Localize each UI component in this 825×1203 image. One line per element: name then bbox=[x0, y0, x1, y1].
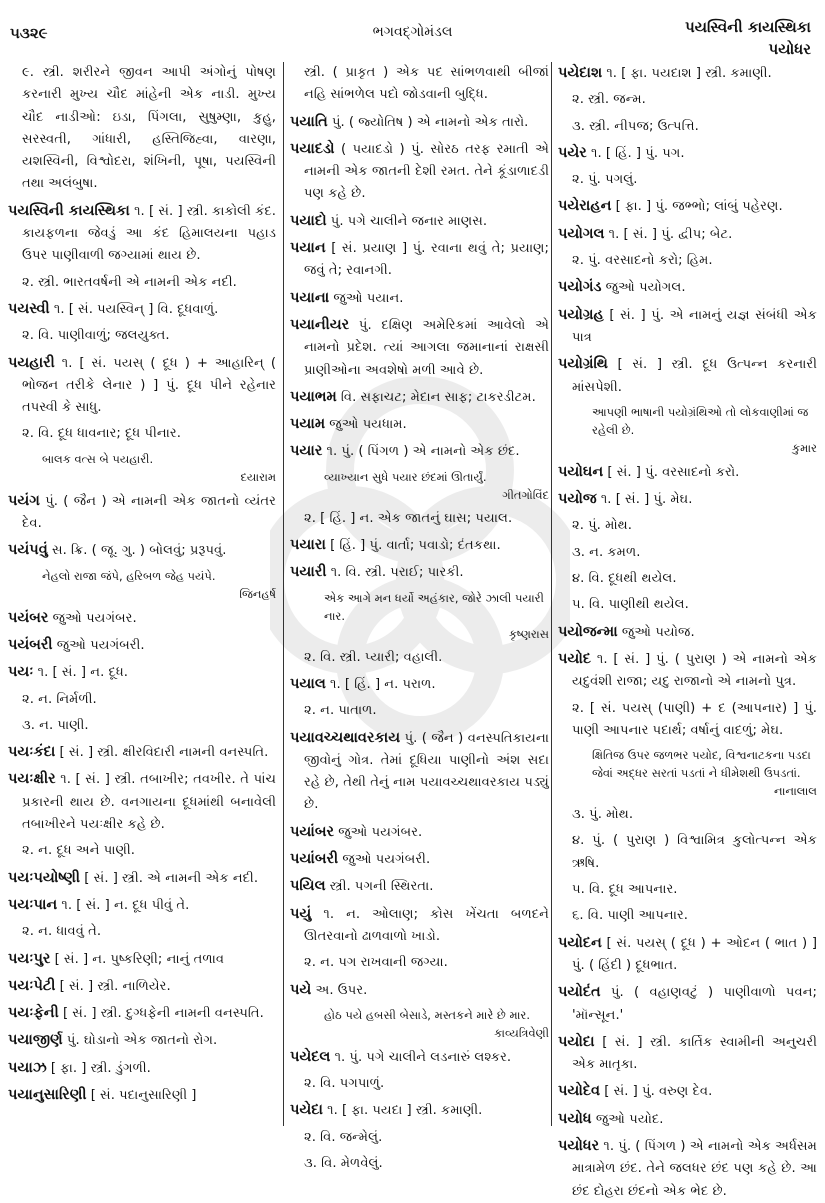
headword: પયંપવું bbox=[8, 542, 48, 559]
dictionary-entry bbox=[558, 1135, 817, 1203]
dictionary-entry bbox=[8, 490, 276, 536]
definition: ૧. [ સં. ] ન. દૂધ પીવું તે. bbox=[61, 897, 190, 913]
dictionary-entry bbox=[8, 352, 276, 420]
headword: પયઃકંદા bbox=[8, 744, 56, 761]
headword: પયાર bbox=[290, 443, 323, 460]
sense-definition: ૩. પું. મોથ. bbox=[572, 807, 634, 823]
definition: પું. ( વહાણવટું ) પાણીવાળો પવન; 'મૉન્સૂન.' bbox=[572, 985, 817, 1023]
sense-definition: ૩. ન. પાણી. bbox=[22, 717, 89, 733]
sense-definition: ૫. વિ. પાણીથી થયેલ. bbox=[572, 597, 689, 613]
definition: [ સં. ] સ્ત્રી. કાર્તિક સ્વામીની અનુચરી એક માતૃકા. bbox=[572, 1034, 817, 1073]
sense-definition: ૨. ન. પગ રાખવાની જગ્યા. bbox=[304, 955, 448, 971]
quote-source: કૃષ્ણરાસ bbox=[508, 626, 549, 641]
headword: પયોગ્રંથિ bbox=[558, 356, 608, 373]
headword: પયાન bbox=[290, 240, 326, 257]
dictionary-entry bbox=[558, 981, 817, 1027]
definition: ૧. [ હિં. ] પું. પગ. bbox=[591, 145, 685, 161]
headword: પયેર bbox=[558, 144, 587, 161]
definition: ૧. [ હિં. ] ન. પરાળ. bbox=[330, 676, 436, 692]
definition: ૧. [ સં. ] સ્ત્રી. તબાખીર; તવખીર. તે પાંચ પ્રકારની થાય છે. વનગાયના દૂધમાંથી બનાવેલી તબાખીરને પયઃક્ષીર કહે છે. bbox=[22, 772, 277, 833]
dictionary-entry bbox=[558, 932, 817, 978]
headword: પયાના bbox=[290, 289, 330, 306]
headword: પયઃપાન bbox=[8, 896, 58, 913]
sense-definition: ૪. વિ. દૂધથી થયેલ. bbox=[572, 571, 677, 587]
dictionary-entry bbox=[8, 634, 276, 657]
sense-definition: ૪. પું. ( પુરાણ ) વિશ્વામિત્ર કુલોત્પન્ન એક ઋષિ. bbox=[572, 833, 817, 871]
definition: ૧. [ સં. પયસ્વિન્ ] વિ. દૂધવાળું. bbox=[53, 301, 219, 317]
definition: [ સં. ] પું. વરસાદનો કરો. bbox=[607, 464, 740, 480]
sense-definition: ૨. વિ. જન્મેલું. bbox=[304, 1129, 383, 1145]
citation-quote bbox=[8, 567, 276, 603]
dictionary-entry bbox=[290, 534, 549, 557]
sense-definition: ૫. વિ. દૂધ આપનાર. bbox=[572, 882, 678, 898]
dictionary-entry bbox=[290, 440, 549, 463]
dictionary-entry bbox=[558, 648, 817, 694]
dictionary-entry bbox=[558, 488, 817, 511]
headword: પયિલ bbox=[290, 878, 326, 895]
quote-source: ગીતગોવિંદ bbox=[502, 487, 549, 502]
dictionary-entry bbox=[558, 1031, 817, 1077]
headword: પયોદ bbox=[558, 650, 592, 667]
dictionary-entry bbox=[558, 1080, 817, 1103]
headword: પયેરાહન bbox=[558, 198, 612, 215]
dictionary-entry bbox=[290, 287, 549, 310]
dictionary-entry bbox=[8, 1002, 276, 1025]
dictionary-entry bbox=[290, 314, 549, 382]
quote-text: વ્યાખ્યાન સુધે પયાર છંદમાં ઊતાર્યું. bbox=[324, 469, 487, 484]
quote-text: નેહલો રાજા જંપે, હરિબળ જેહ પયંપે. bbox=[42, 568, 216, 583]
definition: પું. ( જૈન ) વનસ્પતિકાયના જીવોનું ગોત્ર. તેમાં દૂધિયા પાણીનો અંશ સદા રહે છે, તેથી તેનું નામ પયાવચ્ચથાવરકાય પડ્યું છે. bbox=[304, 730, 549, 813]
dictionary-entry bbox=[290, 848, 549, 871]
headword: પયાવચ્ચથાવરકાય bbox=[290, 729, 401, 746]
definition: ૧. [ સં. ] પું. મેઘ. bbox=[600, 492, 693, 508]
definition: અ. ઉપર. bbox=[315, 982, 368, 998]
sense-definition: ૨. વિ. સ્ત્રી. પ્યારી; વહાલી. bbox=[304, 649, 443, 665]
dictionary-entry bbox=[290, 821, 549, 844]
sense-definition: ૨. ન. ધાવવું તે. bbox=[22, 924, 102, 940]
definition: ૧. [ સં. ] સ્ત્રી. કાકોલી કંદ. કાયફળના જેવડું આ કંદ હિમાલયના પહાડ ઉપર પાણીવાળી જગ્યામાં થાય છે. bbox=[22, 203, 276, 264]
headword: પયારા bbox=[290, 537, 326, 554]
dictionary-entry bbox=[8, 298, 276, 321]
definition: [ સં. ] સ્ત્રી. દૂધ ઉત્પન્ન કરનારી માંસપેશી. bbox=[572, 357, 817, 395]
headword: પયામ bbox=[290, 416, 326, 433]
definition: જુઓ પયાન. bbox=[333, 290, 404, 306]
citation-quote bbox=[290, 589, 549, 643]
headword: પયું bbox=[290, 905, 312, 922]
sense-definition: ૨. સ્ત્રી. ભારતવર્ષની એ નામની એક નદી. bbox=[22, 274, 237, 290]
headword: પયોગ્રહ bbox=[558, 306, 604, 323]
headword: પયોગંડ bbox=[558, 279, 602, 296]
dictionary-entry bbox=[290, 111, 549, 134]
headword: પયાનીયર bbox=[290, 316, 350, 333]
headword: પયઃ bbox=[8, 664, 34, 681]
dictionary-entry bbox=[8, 975, 276, 998]
quote-text: ક્ષિતિજ ઉપર જળભર પયોદ, વિશ્વનાટકના પડદા જેવાં અદ્ધર સરતાં પડતાં ને ધીમેશથી ઉપડતાં. bbox=[592, 748, 811, 781]
column-1 bbox=[8, 62, 276, 1126]
dictionary-entry bbox=[8, 741, 276, 764]
headword: પયોદંત bbox=[558, 984, 601, 1001]
definition: ૧. [ ફા. પયદાશ ] સ્ત્રી. કમાણી. bbox=[606, 66, 772, 81]
book-title: ભગવદ્ગોમંડલ bbox=[372, 24, 453, 40]
citation-quote bbox=[290, 468, 549, 504]
page-number: ૫૩૨૯ bbox=[10, 24, 48, 42]
headword: પયારી bbox=[290, 564, 327, 581]
sense-definition: ૨. ન. પાતાળ. bbox=[304, 703, 377, 719]
continued-definition: સ્ત્રી. ( પ્રાકૃત ) એક પદ સાંભળવાથી બીજાં નહિ સાંભળેલ પદો જોડવાની બુદ્ધિ. bbox=[304, 65, 549, 103]
headword: પયંબરી bbox=[8, 636, 53, 653]
definition: [ સં. ] ન. પુષ્કરિણી; નાનું તળાવ bbox=[54, 951, 225, 967]
headword: પયાલ bbox=[290, 675, 326, 692]
headword: પયાદડો bbox=[290, 140, 335, 157]
sense-definition: ૬. વિ. પાણી આપનાર. bbox=[572, 908, 688, 924]
dictionary-entry bbox=[290, 561, 549, 584]
dictionary-entry bbox=[290, 673, 549, 696]
dictionary-entry bbox=[558, 195, 817, 218]
dictionary-entry bbox=[290, 210, 549, 233]
headword: પયંગ bbox=[8, 492, 40, 509]
dictionary-entry bbox=[290, 903, 549, 949]
dictionary-entry bbox=[290, 386, 549, 409]
definition: [ સં. ] પું. એ નામનું યજ્ઞ સંબંધી એક પાત્ર bbox=[572, 307, 817, 345]
definition: ૧. પું. પગે ચાલીને લડનારું લશ્કર. bbox=[334, 1049, 512, 1065]
dictionary-entry bbox=[558, 304, 817, 350]
sense-definition: ૨. [ હિં. ] ન. એક જાતનું ઘાસ; પયાલ. bbox=[304, 510, 513, 526]
quote-source: કાવ્યત્રિવેણી bbox=[494, 1025, 549, 1040]
definition: પું. ( જૈન ) એ નામની એક જાતનો વ્યંતર દેવ. bbox=[22, 493, 276, 532]
sense-definition: ૨. વિ. પગપાળું. bbox=[304, 1076, 385, 1092]
definition: સ. ક્રિ. ( જૂ. ગુ. ) બોલવું; પ્રરૂપવું. bbox=[51, 543, 227, 559]
headword: પયહારી bbox=[8, 354, 55, 371]
definition: ૧. વિ. સ્ત્રી. પરાઈ; પારકી. bbox=[330, 565, 464, 581]
sense-definition: ૨. વિ. દૂધ ધાવનાર; દૂધ પીનાર. bbox=[22, 426, 181, 442]
sense-definition: ૨. પું. મોથ. bbox=[572, 518, 632, 534]
headword: પયોગલ bbox=[558, 225, 605, 242]
sense-definition: ૨. [ સં. પયસ્ (પાણી) + દ (આપનાર) ] પું. પાણી આપનાર પદાર્થ; વર્ષાનું વાદળું; મેઘ. bbox=[572, 700, 817, 738]
dictionary-entry bbox=[8, 607, 276, 630]
definition: પું. ( જ્યોતિષ ) એ નામનો એક તારો. bbox=[331, 114, 529, 130]
headword: પયાંબર bbox=[290, 823, 334, 840]
headword: પયઃપયોષ્ણી bbox=[8, 869, 81, 886]
dictionary-entry bbox=[8, 948, 276, 971]
headword: પયાનુસારિણી bbox=[8, 1086, 87, 1103]
dictionary-entry bbox=[558, 276, 817, 299]
definition: [ સં. ] સ્ત્રી. નાળિયેર. bbox=[59, 978, 171, 994]
quote-text: આપણી ભાષાની પયોગ્રંથિઓ તો લોકવાણીમાં જ રહેલી છે. bbox=[592, 404, 809, 437]
definition: ૧. પું. ( પિંગળ ) એ નામનો એક છંદ. bbox=[326, 444, 520, 460]
definition: જુઓ પયોજ. bbox=[621, 624, 695, 640]
definition: ૧. [ સં. ] ન. દૂધ. bbox=[37, 665, 128, 681]
headword: પયાજીર્ણ bbox=[8, 1032, 63, 1049]
citation-quote bbox=[8, 450, 276, 486]
sense-definition: ૨. સ્ત્રી. જન્મ. bbox=[572, 92, 646, 108]
definition: પું. ઘોડાનો એક જાતનો રોગ. bbox=[66, 1033, 218, 1049]
headword: પયંબર bbox=[8, 609, 49, 626]
headword: પયઃફેની bbox=[8, 1005, 59, 1022]
sense-definition: ૨. ન. નિર્મળી. bbox=[22, 691, 97, 707]
headword: પયોદા bbox=[558, 1033, 595, 1050]
sense-definition: ૩. ન. કમળ. bbox=[572, 544, 641, 560]
definition: [ સં. ] પું. વરુણ દેવ. bbox=[604, 1084, 713, 1100]
guide-words bbox=[685, 16, 811, 60]
dictionary-entry bbox=[558, 461, 817, 484]
dictionary-entry bbox=[290, 875, 549, 898]
headword: પયઃપેટી bbox=[8, 977, 56, 994]
dictionary-entry bbox=[8, 539, 276, 562]
definition: જુઓ પયોદ. bbox=[595, 1111, 664, 1127]
dictionary-entry bbox=[8, 894, 276, 917]
quote-text: હોઠ પયે હબસી બેસાડે, મસ્તકને મારે છે માર. bbox=[324, 1007, 530, 1022]
definition: ( પયાદડો ) પું. સોરઠ તરફ રમાતી એ નામની એક જાતની દેશી રમત. તેને કૂંડાળાદડી પણ કહે છે. bbox=[304, 141, 549, 202]
first-guide-word: પયસ્વિની કાયસ્થિકા bbox=[684, 18, 811, 36]
definition: જુઓ પયગંબર. bbox=[52, 610, 137, 626]
column-3 bbox=[551, 62, 817, 1199]
headword: પયાદો bbox=[290, 212, 327, 229]
headword: પયોધર bbox=[558, 1137, 600, 1154]
sense-definition: ૨. ન. દૂધ અને પાણી. bbox=[22, 843, 135, 859]
definition: [ સં. ] સ્ત્રી. એ નામની એક નદી. bbox=[84, 870, 259, 886]
definition: ૧. [ ફા. પયદા ] સ્ત્રી. કમાણી. bbox=[327, 1103, 483, 1119]
definition: ૧. ન. ઓલાણ; કોસ ખેંચતા બળદને ઊતરવાનો ઢાળવાળો ખાડો. bbox=[304, 906, 549, 944]
dictionary-entry bbox=[290, 1099, 549, 1122]
definition: જુઓ પયગંબર. bbox=[338, 824, 423, 840]
definition: ૧. [ સં. ] પું. દ્વીપ; બેટ. bbox=[608, 226, 733, 242]
citation-quote bbox=[558, 746, 817, 800]
definition: [ હિં. ] પું. વાર્તા; પવાડો; દંતકથા. bbox=[330, 538, 501, 554]
definition: પું. દક્ષિણ અમેરિકમાં આવેલો એ નામનો પ્રદેશ. ત્યાં આગલા જમાનાનાં રાક્ષસી પ્રાણીઓના અવશેષો મળી આવે છે. bbox=[304, 317, 549, 378]
dictionary-entry bbox=[8, 1029, 276, 1052]
dictionary-entry bbox=[8, 867, 276, 890]
headword: પયોદેવ bbox=[558, 1083, 601, 1100]
headword: પયઃપુર bbox=[8, 950, 51, 967]
sense-definition: ૨. પું. પગલું. bbox=[572, 172, 638, 188]
dictionary-entry bbox=[558, 223, 817, 246]
dictionary-entry bbox=[8, 1084, 276, 1107]
headword: પયોજન્મા bbox=[558, 623, 618, 640]
sense-definition: ૩. વિ. મેળવેલું. bbox=[304, 1155, 383, 1171]
headword: પયોઘન bbox=[558, 463, 604, 480]
definition: [ ફા. ] સ્ત્રી. ડુંગળી. bbox=[50, 1060, 151, 1076]
dictionary-entry bbox=[290, 138, 549, 206]
column-2 bbox=[283, 62, 549, 1171]
definition: સ્ત્રી. પગની સ્થિરતા. bbox=[329, 879, 434, 895]
quote-source: કુમાર bbox=[791, 440, 817, 455]
dictionary-entry bbox=[290, 727, 549, 817]
definition: જુઓ પયગંબરી. bbox=[56, 637, 145, 653]
headword: પયોધ bbox=[558, 1110, 592, 1127]
definition: ૧. [ સં. ] પું. ( પુરાણ ) એ નામનો એક યદુવંશી રાજા; યદુ રાજાનો એ નામનો પુત્ર. bbox=[572, 651, 817, 690]
dictionary-entry bbox=[558, 62, 817, 85]
headword: પયેદલ bbox=[290, 1048, 331, 1065]
headword: પયાભમ bbox=[290, 388, 337, 405]
definition: જુઓ પયોગલ. bbox=[605, 280, 686, 296]
dictionary-entry bbox=[558, 621, 817, 644]
citation-quote bbox=[558, 403, 817, 457]
headword: પયાઝ bbox=[8, 1059, 47, 1076]
definition: [ સં. ] સ્ત્રી. દુગ્ધફેની નામની વનસ્પતિ. bbox=[62, 1006, 264, 1022]
continued-definition: ૯. સ્ત્રી. શરીરને જીવન આપી અંગોનું પોષણ કરનારી મુખ્ય ચૌદ માંહેની એક નાડી. મુખ્ય ચૌદ નાડીઓ: ઇડા, પિંગલા, સુષુમ્ણા, કુહુ, સરસ્વતી, ગાંધારી, હસ્તિજિહ્વા, વારણા, યશસ્વિની, વિશ્વોદરા, શંખિની, પૂષા, પયસ્વિની તથા અલંબુષા. bbox=[22, 65, 276, 192]
headword: પયોદન bbox=[558, 934, 602, 951]
definition: જુઓ પયધામ. bbox=[329, 417, 407, 433]
headword: પયે bbox=[290, 981, 312, 998]
headword: પયાંબરી bbox=[290, 851, 339, 868]
sense-definition: ૩. સ્ત્રી. નીપજ; ઉત્પત્તિ. bbox=[572, 118, 699, 134]
dictionary-entry bbox=[8, 661, 276, 684]
quote-source: દયારામ bbox=[240, 469, 276, 484]
dictionary-entry bbox=[8, 768, 276, 836]
headword: પયેદાશ bbox=[558, 65, 603, 81]
sense-definition: ૨. વિ. પાણીવાળું; જલયુક્ત. bbox=[22, 328, 170, 344]
dictionary-entry bbox=[558, 353, 817, 399]
dictionary-entry bbox=[558, 142, 817, 165]
headword: પયસ્વિની કાયસ્થિકા bbox=[8, 202, 130, 219]
definition: [ સં. પદાનુસારિણી ] bbox=[90, 1087, 197, 1103]
quote-source: જિનહર્ષ bbox=[239, 586, 276, 601]
headword: પયાતિ bbox=[290, 113, 328, 130]
definition: ૧. પું. ( પિંગળ ) એ નામનો એક અર્ધસમ માત્રામેળ છંદ. તેને જલધર છંદ પણ કહે છે. આ છંદ દોહરા છંદનો એક ભેદ છે. bbox=[572, 1138, 817, 1199]
dictionary-entry bbox=[558, 1108, 817, 1131]
definition: પું. પગે ચાલીને જનાર માણસ. bbox=[330, 213, 488, 229]
dictionary-entry bbox=[290, 413, 549, 436]
quote-text: બાલક વત્સ બે પયહારી. bbox=[42, 451, 154, 466]
last-guide-word: પયોધર bbox=[768, 40, 811, 58]
definition: ૧. [ સં. પયસ્ ( દૂધ ) + આહારિન્ ( ભોજન તરીકે લેનાર ) ] પું. દૂધ પીને રહેનાર તપસ્વી કે સાધુ. bbox=[22, 355, 276, 416]
quote-source: નાનાલાલ bbox=[774, 784, 817, 799]
definition: વિ. સફાચટ; મેદાન સાફ; ટાકરડીટમ. bbox=[340, 389, 536, 405]
headword: પયઃક્ષીર bbox=[8, 771, 56, 788]
definition: [ સં. પયસ્ ( દૂધ ) + ઓદન ( ભાત ) ] પું. ( હિંદી ) દૂધભાત. bbox=[572, 935, 817, 973]
definition: [ ફા. ] પું. જભ્ભો; લાંબું પહેરણ. bbox=[615, 199, 783, 215]
definition: [ સં. પ્રયાણ ] પું. રવાના થવું તે; પ્રયાણ; જવું તે; રવાનગી. bbox=[304, 241, 549, 279]
definition: જુઓ પયગંબરી. bbox=[342, 852, 431, 868]
quote-text: એક આગે મન ધર્યો અહંકાર, જોરે ઝાલી પયારી નાર. bbox=[324, 590, 544, 623]
definition: [ સં. ] સ્ત્રી. ક્ષીરવિદારી નામની વનસ્પતિ. bbox=[59, 745, 269, 761]
headword: પયેદા bbox=[290, 1102, 323, 1119]
dictionary-entry bbox=[8, 1057, 276, 1080]
headword: પયસ્વી bbox=[8, 300, 50, 317]
dictionary-entry bbox=[290, 1046, 549, 1069]
headword: પયોજ bbox=[558, 491, 597, 508]
sense-definition: ૨. પું. વરસાદનો કરો; હિમ. bbox=[572, 253, 713, 269]
dictionary-entry bbox=[290, 979, 549, 1002]
citation-quote bbox=[290, 1006, 549, 1042]
dictionary-entry bbox=[8, 200, 276, 268]
dictionary-entry bbox=[290, 237, 549, 283]
